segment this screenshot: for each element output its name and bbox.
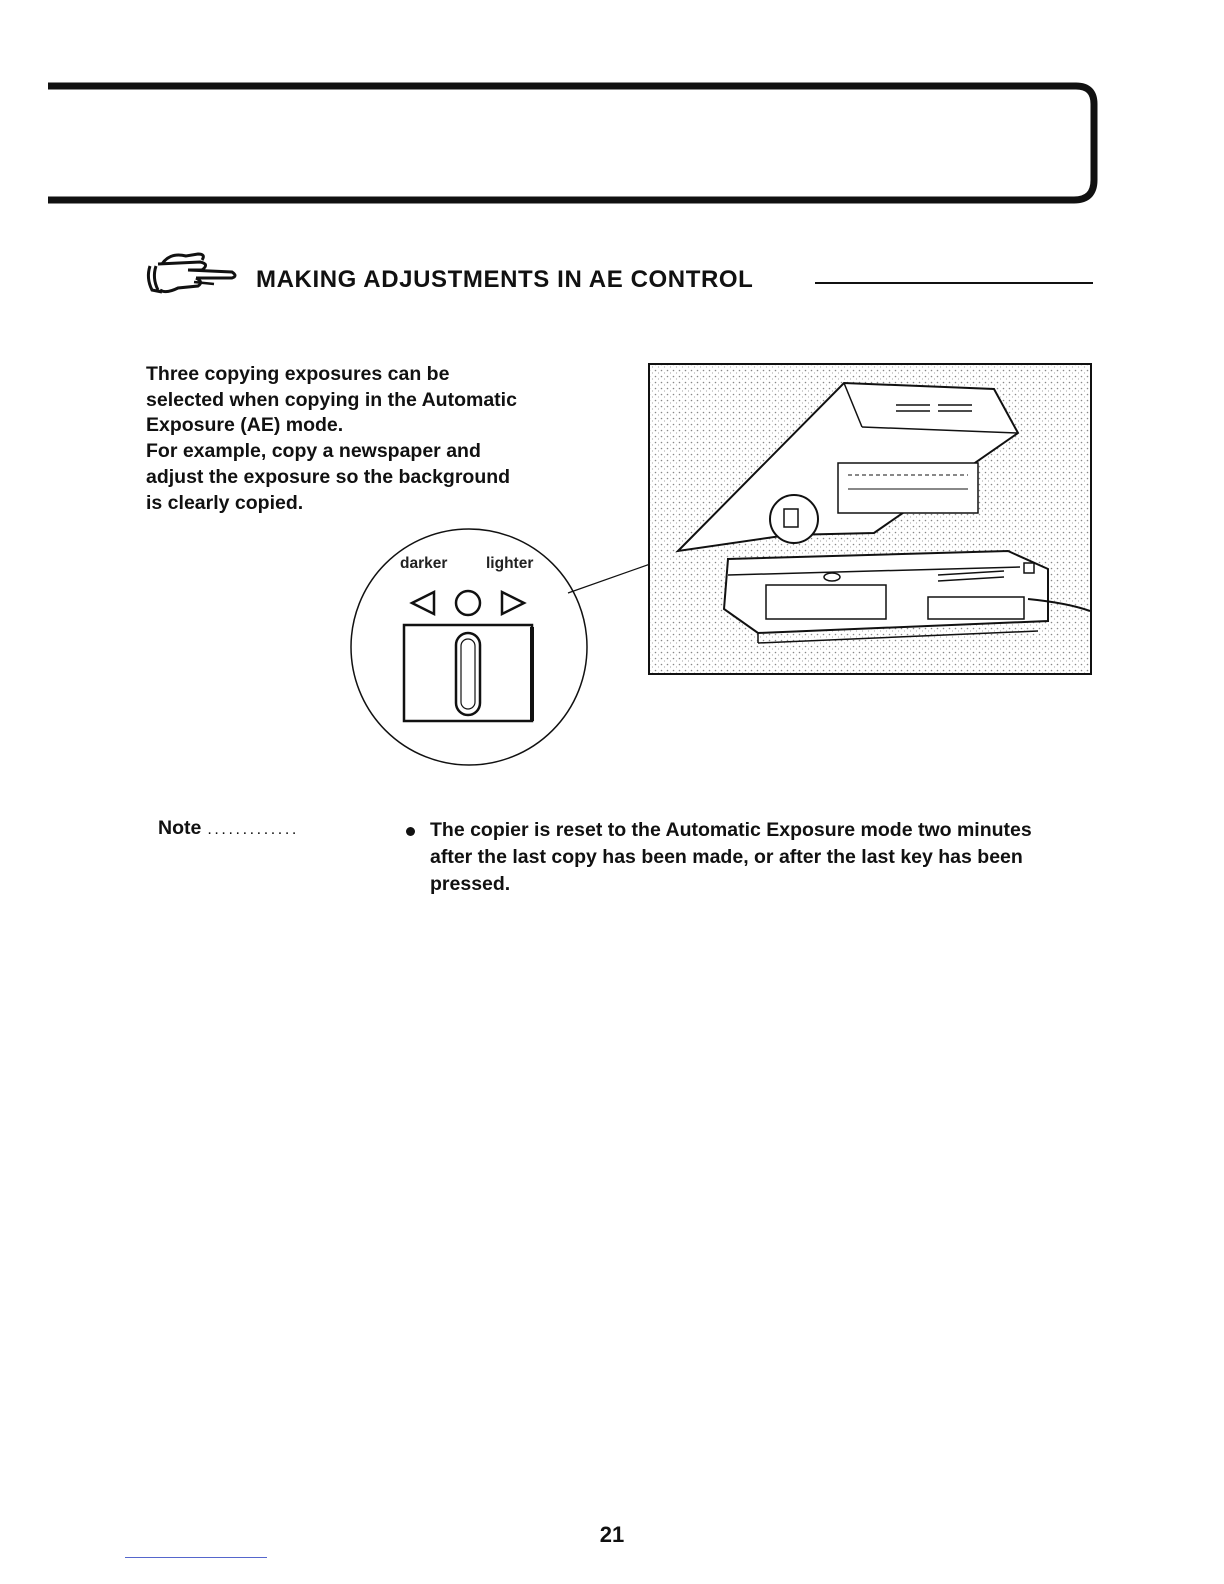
intro-line: Exposure (AE) mode.: [146, 414, 344, 437]
bottom-rule: [125, 1557, 267, 1558]
bullet-icon: [406, 827, 415, 836]
copier-illustration: [648, 363, 1092, 675]
intro-line: For example, copy a newspaper and: [146, 440, 481, 463]
title-rule: [815, 282, 1093, 284]
section-title: MAKING ADJUSTMENTS IN AE CONTROL: [256, 266, 754, 293]
intro-line: adjust the exposure so the background: [146, 465, 511, 488]
header-banner-frame: [36, 76, 1116, 216]
exposure-control-callout: [340, 515, 670, 770]
darker-label: darker: [400, 555, 448, 572]
note-leader-dots: .............: [207, 821, 299, 838]
exposure-key-button: [456, 633, 480, 715]
intro-line: Three copying exposures can be: [146, 363, 450, 385]
intro-line: is clearly copied.: [146, 491, 304, 514]
pointing-hand-icon: [140, 244, 240, 304]
note-text: The copier is reset to the Automatic Exposure mode two minutes after the last copy has been made, or after the last key has been pressed.: [430, 819, 1032, 895]
note-label: [158, 817, 299, 840]
intro-line: selected when copying in the Automatic: [146, 388, 517, 411]
intro-paragraph: [146, 362, 586, 516]
lighter-label: lighter: [486, 555, 534, 572]
page-number: 21: [599, 1522, 625, 1547]
note-label-text: Note: [158, 817, 202, 839]
